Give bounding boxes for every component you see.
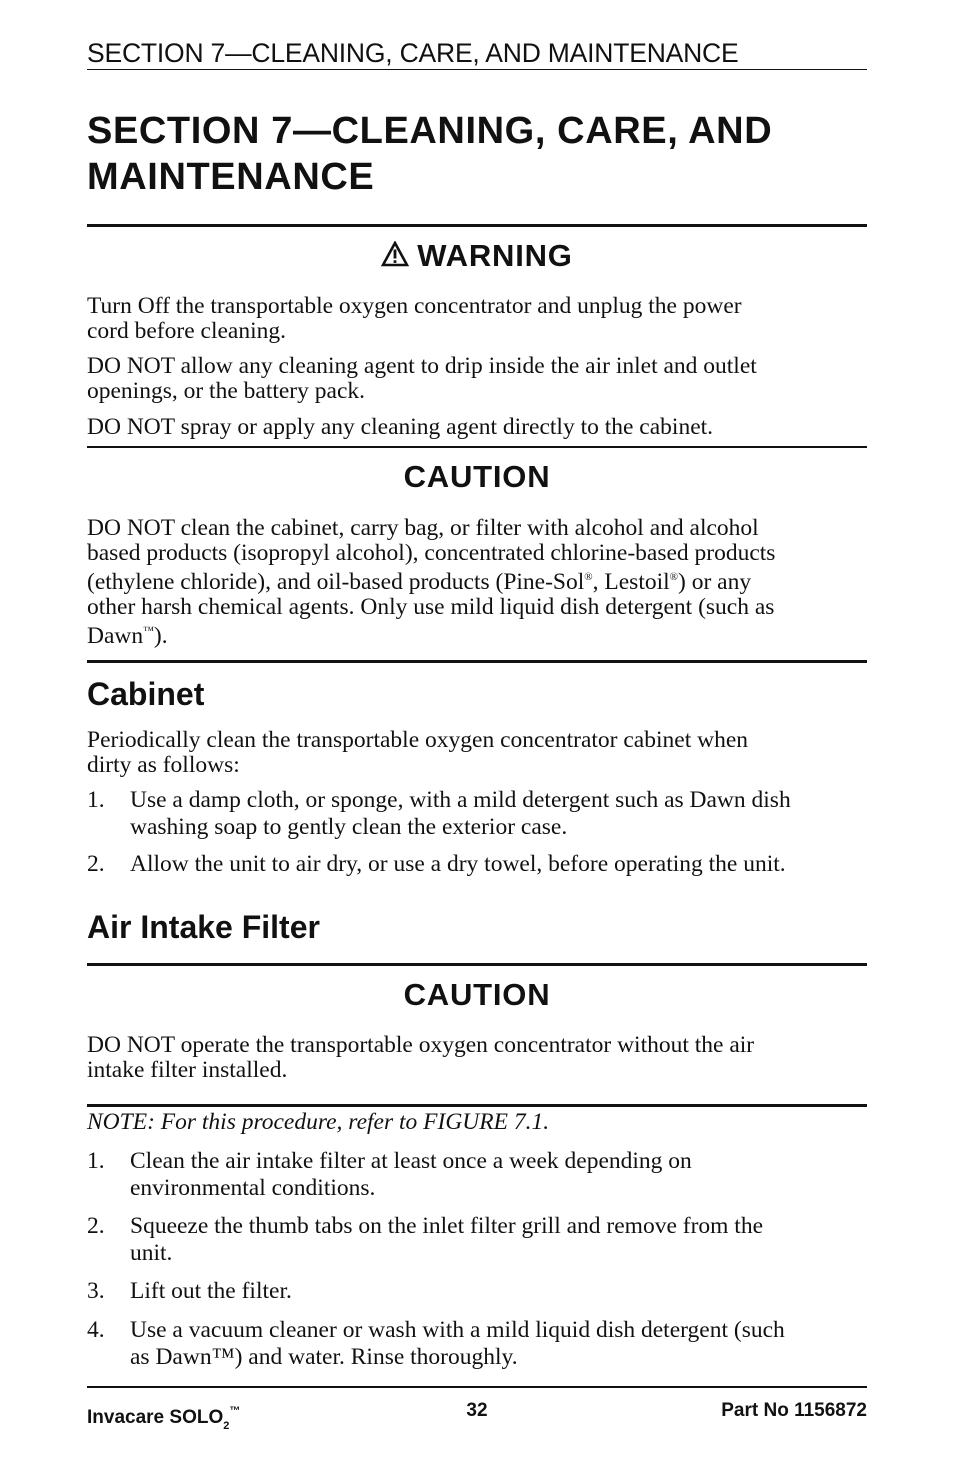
warning-p1-line2: cord before cleaning. bbox=[87, 317, 286, 344]
caution1-line3 bbox=[87, 565, 867, 595]
list-item-line2: environmental conditions. bbox=[130, 1175, 376, 1201]
warning-paragraph-3: DO NOT spray or apply any cleaning agent directly to the cabinet. bbox=[87, 414, 714, 440]
list-item-line1: Squeeze the thumb tabs on the inlet filter grill and remove from the bbox=[130, 1213, 764, 1239]
cabinet-top-rule bbox=[87, 660, 867, 663]
list-item-number: 2. bbox=[87, 1213, 105, 1239]
caution2-line2: intake filter installed. bbox=[87, 1056, 288, 1083]
warning-p2-line2: openings, or the battery pack. bbox=[87, 377, 365, 404]
list-item-line1: Allow the unit to air dry, or use a dry towel, before operating the unit. bbox=[130, 851, 786, 877]
running-header: SECTION 7—CLEANING, CARE, AND MAINTENANCE bbox=[87, 38, 867, 70]
footer-part-number: Part No 1156872 bbox=[721, 1400, 867, 1421]
caution1-paragraph bbox=[87, 516, 867, 649]
warning-paragraph-2 bbox=[87, 354, 867, 403]
cabinet-intro-line1: Periodically clean the transportable oxygen concentrator cabinet when bbox=[87, 727, 748, 753]
list-item-number: 4. bbox=[87, 1317, 105, 1343]
registered-mark: ® bbox=[669, 571, 679, 583]
product-subscript: 2 bbox=[223, 1420, 230, 1432]
cabinet-heading: Cabinet bbox=[87, 676, 205, 712]
section-title-line2: MAINTENANCE bbox=[87, 156, 375, 198]
list-item-line1: Lift out the filter. bbox=[130, 1278, 292, 1304]
list-item-number: 1. bbox=[87, 787, 105, 813]
caution1-line5-a: Dawn bbox=[87, 623, 144, 649]
page-footer bbox=[87, 1386, 867, 1432]
list-item-text bbox=[130, 851, 867, 878]
section-title-line1: SECTION 7—CLEANING, CARE, AND bbox=[87, 110, 773, 152]
warning-banner bbox=[87, 238, 867, 275]
list-item-text bbox=[130, 787, 867, 841]
list-item-text bbox=[130, 1278, 867, 1305]
list-item-line1: Clean the air intake filter at least once a week depending on bbox=[130, 1148, 692, 1174]
caution2-paragraph bbox=[87, 1033, 867, 1082]
list-item-number: 1. bbox=[87, 1148, 105, 1174]
warning-paragraph-1 bbox=[87, 294, 867, 343]
list-item-text bbox=[130, 1148, 867, 1202]
caution2-bottom-rule bbox=[87, 1104, 867, 1107]
caution2-banner: CAUTION bbox=[403, 977, 551, 1012]
product-name-text: Invacare SOLO bbox=[87, 1407, 224, 1428]
air-intake-caution-top-rule bbox=[87, 963, 867, 966]
list-item-number: 3. bbox=[87, 1278, 105, 1304]
warning-top-rule bbox=[87, 224, 867, 227]
trademark-mark: ™ bbox=[143, 625, 154, 637]
list-item-line2: washing soap to gently clean the exterior case. bbox=[130, 814, 568, 840]
cabinet-intro-line2: dirty as follows: bbox=[87, 751, 240, 778]
warning-triangle-icon bbox=[381, 239, 409, 275]
air-intake-heading: Air Intake Filter bbox=[87, 909, 320, 945]
caution1-top-rule bbox=[87, 446, 867, 448]
caution1-line4: other harsh chemical agents. Only use mild liquid dish detergent (such as bbox=[87, 593, 775, 620]
warning-p2-line1: DO NOT allow any cleaning agent to drip inside the air inlet and outlet bbox=[87, 353, 757, 379]
caution1-line3-c: ) or any bbox=[678, 569, 752, 595]
footer-page-number: 32 bbox=[466, 1400, 488, 1421]
list-item-text bbox=[130, 1213, 867, 1267]
caution2-line1: DO NOT operate the transportable oxygen concentrator without the air bbox=[87, 1032, 755, 1058]
list-item-text bbox=[130, 1317, 867, 1371]
warning-label: WARNING bbox=[417, 238, 573, 273]
product-trademark: ™ bbox=[229, 1405, 241, 1417]
list-item-number: 2. bbox=[87, 851, 105, 877]
procedure-note: NOTE: For this procedure, refer to FIGURE 7.1. bbox=[87, 1109, 550, 1135]
caution1-line1: DO NOT clean the cabinet, carry bag, or filter with alcohol and alcohol bbox=[87, 515, 759, 541]
warning-p1-line1: Turn Off the transportable oxygen concentrator and unplug the power bbox=[87, 293, 742, 319]
caution1-line5-b: ). bbox=[153, 623, 168, 649]
caution1-line3-b: , Lestoil bbox=[592, 569, 670, 595]
cabinet-intro bbox=[87, 728, 867, 777]
caution1-line3-a: (ethylene chloride), and oil-based products (Pine-Sol bbox=[87, 569, 585, 595]
list-item-line1: Use a vacuum cleaner or wash with a mild liquid dish detergent (such bbox=[130, 1317, 785, 1343]
section-title bbox=[87, 108, 867, 200]
caution1-line2: based products (isopropyl alcohol), concentrated chlorine-based products bbox=[87, 539, 776, 566]
list-item-line2: unit. bbox=[130, 1240, 173, 1266]
caution1-banner: CAUTION bbox=[403, 459, 551, 494]
list-item-line2: as Dawn™) and water. Rinse thoroughly. bbox=[130, 1344, 518, 1370]
list-item-line1: Use a damp cloth, or sponge, with a mild detergent such as Dawn dish bbox=[130, 787, 791, 813]
caution1-line5 bbox=[87, 619, 867, 649]
registered-mark: ® bbox=[584, 571, 593, 583]
